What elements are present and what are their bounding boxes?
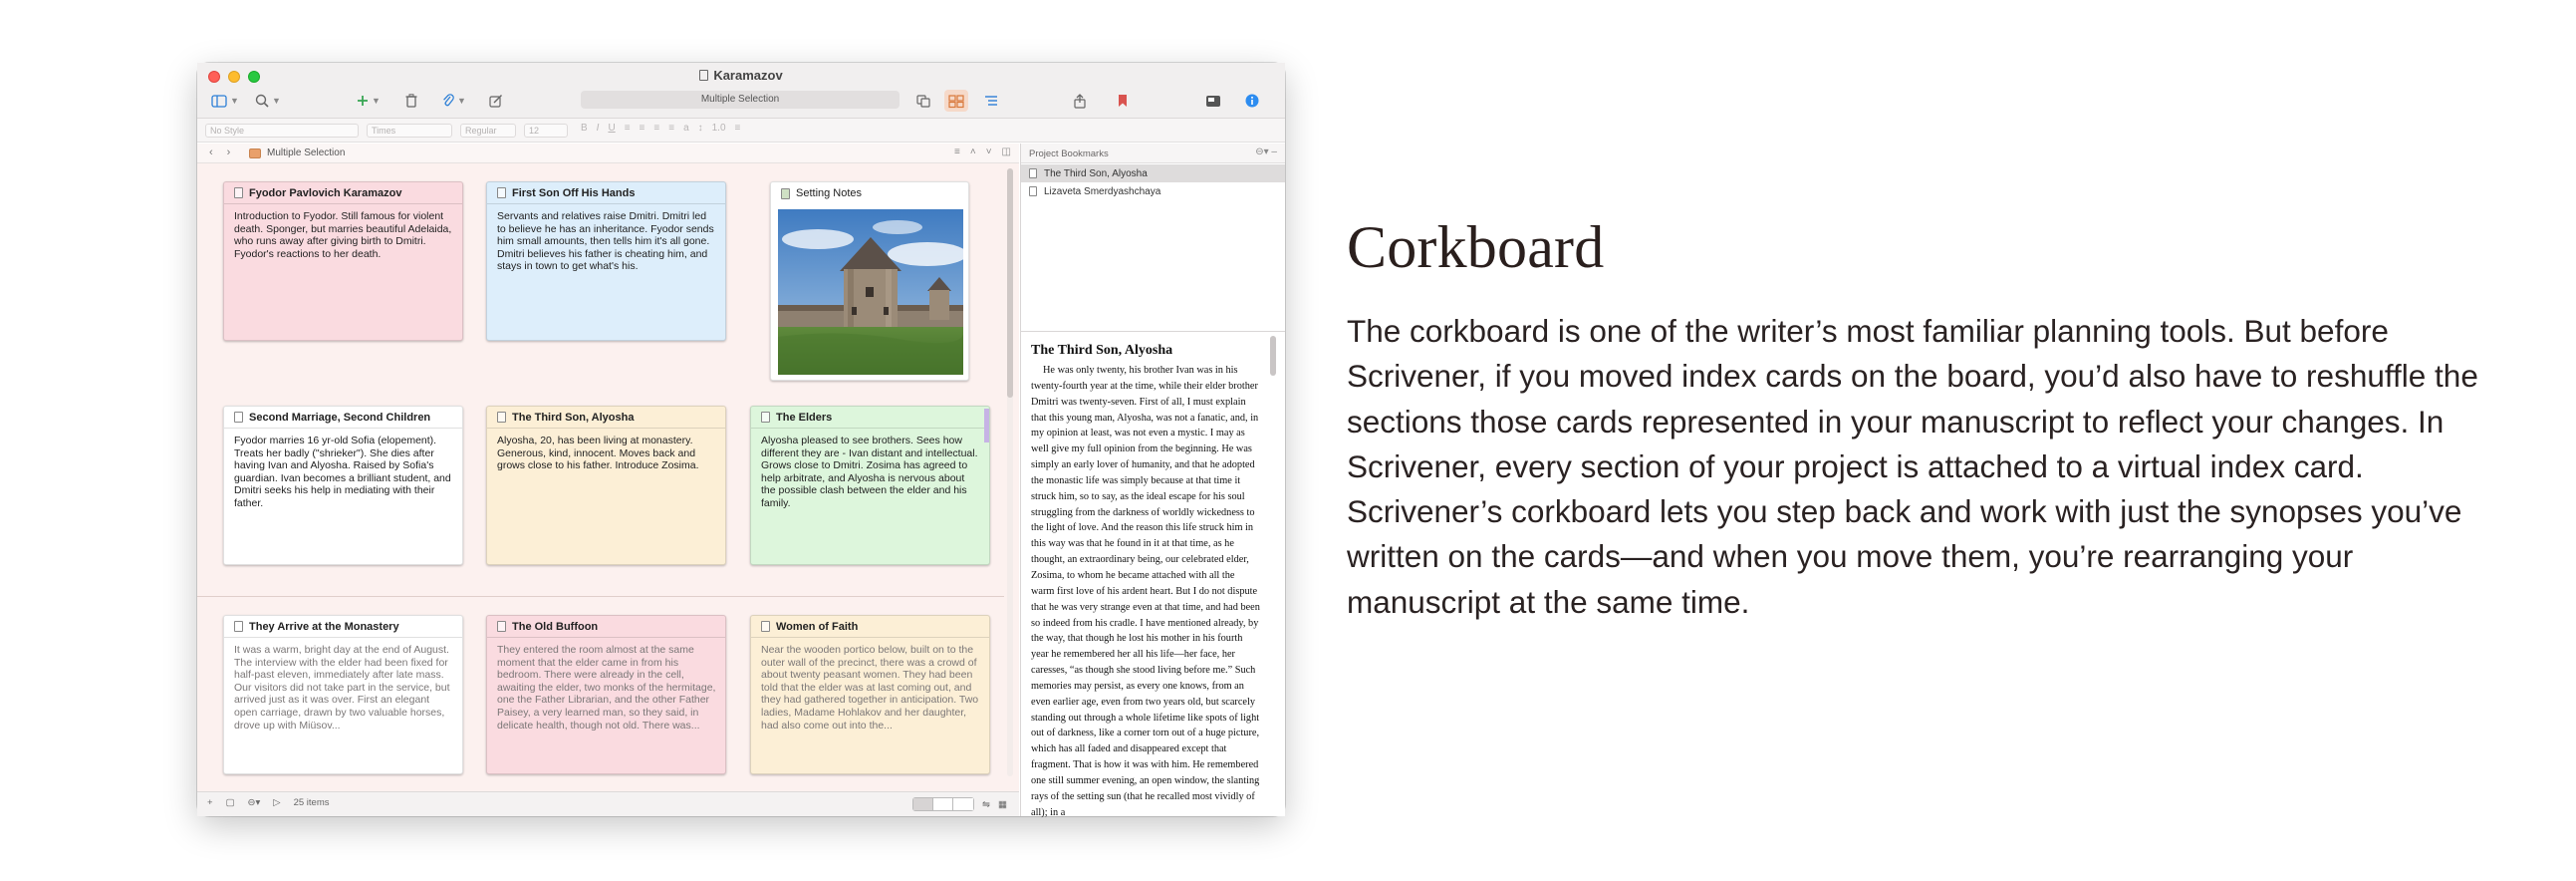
bookmark-label: The Third Son, Alyosha xyxy=(1044,167,1148,179)
editor-header xyxy=(197,144,1019,163)
editor-header-controls xyxy=(954,147,1011,157)
copy-icon xyxy=(916,95,930,108)
card-title-text: The Elders xyxy=(776,411,833,424)
editor-header-label: Multiple Selection xyxy=(267,147,346,158)
editor-header-title xyxy=(249,147,345,158)
align-center-icon[interactable]: ≡ xyxy=(639,123,645,134)
card-title-text: Setting Notes xyxy=(796,187,863,199)
line-spacing-icon[interactable]: ↕ xyxy=(697,123,703,134)
index-card[interactable] xyxy=(750,406,990,565)
grid-icon xyxy=(948,95,964,108)
card-title-text: Second Marriage, Second Children xyxy=(249,411,431,424)
card-text: Near the wooden portico below, built on to the outer wall of the precinct, there was a crowd of about twenty peasant women. They had been told that the elder was at last coming out, and they had gathered together in anticipation. Two ladies, Madame Hohlakov and her daughter, had also come out into the... xyxy=(761,644,979,732)
search-button[interactable]: ▼ xyxy=(255,90,281,112)
card-title xyxy=(224,407,462,429)
card-title xyxy=(224,616,462,638)
document-icon xyxy=(497,621,506,632)
segment-medium[interactable] xyxy=(933,798,953,810)
text-color-icon[interactable]: a xyxy=(683,123,689,134)
bookmark-label: Lizaveta Smerdyashchaya xyxy=(1044,185,1161,197)
card-title xyxy=(487,407,725,429)
bold-icon[interactable]: B xyxy=(581,123,588,134)
feature-heading: Corkboard xyxy=(1347,214,1605,280)
info-icon xyxy=(1245,94,1259,108)
card-grid-icon[interactable]: ▦ xyxy=(998,798,1007,810)
justify-icon[interactable]: ≡ xyxy=(668,123,675,134)
chevron-up-icon[interactable]: ˄ xyxy=(969,147,976,157)
footer-right-tools xyxy=(912,797,1007,811)
font-size-select[interactable]: 12 xyxy=(524,124,568,138)
index-card[interactable] xyxy=(223,181,463,341)
underline-icon[interactable]: U xyxy=(608,123,616,134)
inspector-divider[interactable] xyxy=(1021,331,1285,332)
card-synopsis: Servants and relatives raise Dmitri. Dmitri led to believe he has an inheritance. Fyodor sends him small amounts, then tells him it's all gone. Dmitri believes his father is cheating him, and stays in town to get what's his. xyxy=(497,210,714,273)
share-icon xyxy=(1074,94,1086,109)
back-arrow-icon[interactable]: ‹ xyxy=(209,147,213,158)
project-icon xyxy=(699,70,708,81)
preview-scrollbar[interactable] xyxy=(1270,336,1276,376)
inspector-panel xyxy=(1020,144,1285,816)
index-card[interactable] xyxy=(223,615,463,774)
card-options-icon[interactable]: ▷ xyxy=(273,797,281,808)
segment-small[interactable] xyxy=(913,798,933,810)
compose-icon xyxy=(489,94,503,108)
card-title-text: The Third Son, Alyosha xyxy=(512,411,635,424)
card-title xyxy=(224,182,462,204)
add-card-icon[interactable]: + xyxy=(207,797,213,808)
corkboard-editor xyxy=(197,144,1019,791)
segment-large[interactable] xyxy=(953,798,973,810)
document-icon xyxy=(234,621,243,632)
history-navigation xyxy=(209,147,230,158)
forward-arrow-icon[interactable]: › xyxy=(226,147,231,158)
font-weight-select[interactable]: Regular xyxy=(460,124,516,138)
window-title-text: Karamazov xyxy=(713,68,783,83)
sidebar-layout-icon xyxy=(211,95,227,108)
paperclip-icon xyxy=(442,94,454,108)
align-right-icon[interactable]: ≡ xyxy=(653,123,660,134)
card-title xyxy=(751,616,989,638)
attachment-button[interactable]: ▼ xyxy=(442,90,466,112)
multiple-selection-field[interactable]: Multiple Selection xyxy=(581,91,900,109)
trash-button[interactable] xyxy=(405,90,417,112)
monastery-photo xyxy=(778,209,963,375)
index-card[interactable] xyxy=(750,615,990,774)
format-bar xyxy=(197,119,1285,143)
bookmark-list xyxy=(1021,164,1285,200)
outline-icon xyxy=(984,95,998,108)
card-title-text: The Old Buffoon xyxy=(512,620,599,633)
card-title-text: Women of Faith xyxy=(776,620,859,633)
format-tools xyxy=(581,123,740,134)
card-title xyxy=(771,182,968,204)
card-title-text: They Arrive at the Monastery xyxy=(249,620,399,633)
title-bar xyxy=(197,63,1285,119)
inspector-header-title: Project Bookmarks xyxy=(1029,148,1109,159)
preview-text: He was only twenty, his brother Ivan was in his twenty-fourth year at the time, while their elder brother Dmitri was twenty-seven. First of all, I must explain that this young man, Alyosha, was not a fanatic, and, in my opinion at least, was not even a mystic. I may as well give my full opinion from the beginning. He was simply an early lover of humanity, and that he adopted the monastic life was simply because at that time it struck him, so to say, as the ideal escape for his soul struggling from the darkness of worldly wickedness to the light of love. And the reason this life struck him in this way was that he found in it at that time, as he thought, an extraordinary being, our celebrated elder, Zosima, to whom he became attached with all the warm first love of his ardent heart. But I do not dispute that he was very strange even at that time, and had been so indeed from his cradle. I have mentioned already, by the way, that though he lost his mother in his fourth year he remembered her all his life—her face, her caresses, “as though she stood living before me.” Such memories may persist, as every one knows, from an even earlier age, even from two years old, but scarcely standing out through a whole lifetime like spots of light out of darkness, like a corner torn out of a huge picture, which has all faded and disappeared except that fragment. That is how it was with him. He remembered one still summer evening, an open window, the slanting rays of the setting sun (that he recalled most vividly of all); in a xyxy=(1031,365,1260,818)
document-icon xyxy=(1029,168,1037,178)
plus-icon xyxy=(357,95,369,107)
card-ratio-segment[interactable] xyxy=(912,797,974,811)
app-window xyxy=(197,63,1285,816)
add-item-button[interactable]: ▼ xyxy=(357,90,381,112)
feature-description: The corkboard is one of the writer’s most familiar planning tools. But before Scrivener, if you moved index cards on the board, you’d also have to reshuffle the sections those cards represented in your manuscript to reflect your changes. In Scrivener, every section of your project is attached to a virtual index card. Scrivener’s corkboard lets you step back and work with just the synopses you’ve written on the cards—and when you move them, you’re rearranging your manuscript at the same time. xyxy=(1347,313,2478,620)
document-icon xyxy=(1029,186,1037,196)
card-synopsis: Introduction to Fyodor. Still famous for violent death. Sponger, but marries beautiful Adelaida, who runs away after giving birth to Dmitri. Fyodor's reactions to her death. xyxy=(234,210,452,260)
freeform-icon[interactable]: ⇋ xyxy=(982,798,991,810)
selection-divider xyxy=(197,596,1004,597)
document-icon xyxy=(761,412,770,423)
bookmark-icon xyxy=(1118,94,1128,108)
editor-footer xyxy=(197,791,1019,816)
card-title xyxy=(751,407,989,429)
chevron-down-icon[interactable]: ˅ xyxy=(985,147,992,157)
scrollbar-thumb[interactable] xyxy=(1007,168,1013,398)
corkboard-cards xyxy=(197,164,1004,791)
image-document-icon xyxy=(781,188,790,199)
corkboard-icon xyxy=(249,148,261,158)
index-card[interactable] xyxy=(486,406,726,565)
monastery-image xyxy=(778,209,963,375)
item-count: 25 items xyxy=(293,797,330,808)
document-icon xyxy=(234,187,243,198)
style-select[interactable]: No Style xyxy=(205,124,359,138)
copy-button[interactable] xyxy=(916,90,930,112)
corkboard-scrollbar[interactable] xyxy=(1007,168,1013,776)
list-menu-icon[interactable]: ≡ xyxy=(954,147,960,157)
quick-reference-button[interactable] xyxy=(1205,90,1221,112)
index-card[interactable] xyxy=(486,181,726,341)
image-index-card[interactable] xyxy=(770,181,969,381)
font-select[interactable]: Times xyxy=(367,124,452,138)
bookmark-preview xyxy=(1031,343,1260,818)
card-synopsis: Fyodor marries 16 yr-old Sofia (elopement). Treats her badly ("shrieker"). She dies after having Ivan and Alyosha. Raised by Sofia's guardian. Ivan becomes a brilliant student, and Dmitri seeks his help in mediating with their father. xyxy=(234,435,451,509)
card-synopsis: Alyosha, 20, has been living at monastery. Generous, kind, innocent. Moves back and grows close to his father. Introduce Zosima. xyxy=(497,435,699,472)
outline-view-toggle[interactable] xyxy=(984,90,998,112)
settings-menu-icon[interactable]: ⊖▾ xyxy=(247,797,261,808)
trash-icon xyxy=(405,94,417,108)
window-title xyxy=(197,68,1285,83)
list-icon[interactable]: ≡ xyxy=(734,123,741,134)
card-text: It was a warm, bright day at the end of August. The interview with the elder had been fixed for half-past eleven, immediately after late mass. Our visitors did not take part in the service, but arrived just as it was over. First an elegant open carriage, drawn by two valuable horses, drove up with Miüsov... xyxy=(234,644,450,732)
preview-title: The Third Son, Alyosha xyxy=(1031,343,1173,358)
inspector-button[interactable] xyxy=(1245,90,1259,112)
share-button[interactable] xyxy=(1074,90,1086,112)
inspector-header xyxy=(1021,144,1285,163)
bookmark-item[interactable] xyxy=(1021,182,1285,200)
bookmark-button[interactable] xyxy=(1118,90,1128,112)
card-synopsis: Alyosha pleased to see brothers. Sees how different they are - Ivan distant and intellectual. Grows close to Dmitri. Zosima has agreed to help arbitrate, and Alyosha is nervous about the possible clash between the elder and his family. xyxy=(761,435,978,509)
card-title xyxy=(487,182,725,204)
document-icon xyxy=(497,412,506,423)
document-icon xyxy=(497,187,506,198)
document-icon xyxy=(761,621,770,632)
card-title-text: Fyodor Pavlovich Karamazov xyxy=(249,186,402,199)
compose-button[interactable] xyxy=(489,90,503,112)
card-title xyxy=(487,616,725,638)
search-icon xyxy=(255,94,269,108)
align-left-icon[interactable]: ≡ xyxy=(624,123,631,134)
corkboard-view-toggle[interactable] xyxy=(944,90,968,112)
card-text: They entered the room almost at the same moment that the elder came in from his bedroom. There were already in the cell, awaiting the elder, two monks of the hermitage, one the Father Librarian, and the other Father Paisey, a very learned man, so they said, in delicate health, though not old. There was... xyxy=(497,644,716,732)
bookmark-item[interactable] xyxy=(1021,164,1285,182)
label-marker xyxy=(984,409,989,442)
document-icon xyxy=(234,412,243,423)
index-card[interactable] xyxy=(223,406,463,565)
line-spacing-value[interactable]: 1.0 xyxy=(711,123,726,134)
view-layout-button[interactable]: ▼ xyxy=(211,90,239,112)
index-card[interactable] xyxy=(486,615,726,774)
italic-icon[interactable]: I xyxy=(596,123,600,134)
card-title-text: First Son Off His Hands xyxy=(512,186,636,199)
folder-icon[interactable]: ▢ xyxy=(225,797,235,808)
inspector-options-icon[interactable]: ⊖▾ – xyxy=(1255,147,1277,157)
footer-left-tools xyxy=(207,797,330,808)
image-panel-icon xyxy=(1205,95,1221,108)
split-view-icon[interactable]: ◫ xyxy=(1001,147,1011,157)
